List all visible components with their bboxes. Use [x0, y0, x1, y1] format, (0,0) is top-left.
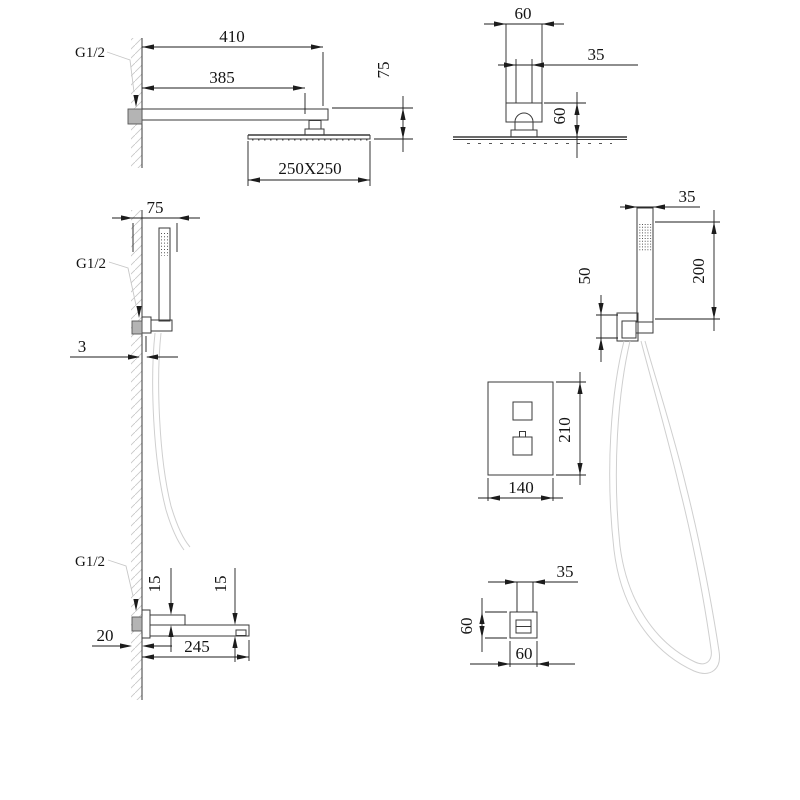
view-hand-shower-front: [575, 187, 720, 673]
housing-dome: [515, 113, 533, 122]
view-rain-shower-front: [453, 4, 638, 158]
dim-50: 50: [575, 267, 594, 285]
holder-elbow-connector: [132, 321, 142, 334]
arm-head-nut: [309, 121, 321, 130]
dim-35: 35: [587, 45, 605, 64]
view-mixer-side: [457, 562, 578, 667]
thread-label-g12-spout: G1/2: [75, 554, 105, 570]
spout-elbow-connector: [132, 617, 142, 631]
dim-15-root: 15: [145, 575, 164, 593]
thread-label-g12: G1/2: [75, 45, 105, 61]
holder-bracket: [617, 313, 638, 341]
dim-200: 200: [689, 258, 708, 284]
dim-245: 245: [184, 637, 210, 656]
mixer-handle-top: [513, 402, 532, 420]
thread-label-g12-mid: G1/2: [76, 256, 106, 272]
dim-210: 210: [555, 417, 574, 443]
mixer-side-body: [510, 612, 537, 638]
dim-35-side: 35: [556, 562, 574, 581]
wand-hose-connector: [636, 322, 653, 333]
head-connector: [515, 122, 533, 130]
hose-loop-inner: [616, 341, 711, 664]
dim-60-width: 60: [515, 644, 533, 663]
holder-arm: [151, 320, 172, 331]
dim-75-wall: 75: [146, 198, 164, 217]
spout-wall-plate: [142, 610, 150, 638]
hose-loop-outer: [610, 341, 720, 673]
dim-140: 140: [508, 478, 534, 497]
dim-60-drop: 60: [550, 107, 569, 125]
mixer-handle-bottom: [513, 437, 532, 455]
holder-wall-plate: [142, 317, 151, 333]
g12-leader: [107, 52, 134, 92]
dim-60-top: 60: [514, 4, 532, 23]
wall-elbow-connector: [128, 109, 142, 124]
spout-aerator: [236, 630, 246, 636]
dim-410: 410: [219, 27, 245, 46]
dim-75: 75: [374, 61, 393, 79]
hand-shower-wand: [637, 208, 653, 322]
dim-15-tip: 15: [211, 575, 230, 593]
shower-arm: [142, 109, 328, 120]
spout-root: [150, 615, 185, 625]
head-base: [511, 130, 537, 137]
dim-20: 20: [96, 626, 114, 645]
dim-3: 3: [77, 337, 87, 356]
arm-head-flange: [305, 129, 324, 135]
dim-60-height: 60: [457, 617, 476, 635]
spout-body: [150, 625, 249, 636]
dim-35-wand: 35: [678, 187, 696, 206]
hose-side-2: [159, 333, 190, 547]
hose-side-1: [153, 333, 184, 550]
view-rain-shower-side: [75, 27, 413, 186]
dim-385: 385: [209, 68, 235, 87]
dim-250x250: 250X250: [278, 159, 342, 178]
mixer-handle-tab: [520, 432, 526, 438]
g12-leader-spout: [108, 560, 133, 596]
holder-bracket-inner: [622, 321, 636, 338]
view-spout-side: [75, 554, 249, 662]
mixer-plate: [488, 382, 553, 475]
hand-shower-wand-side: [159, 228, 170, 321]
view-mixer-front: [478, 372, 586, 501]
